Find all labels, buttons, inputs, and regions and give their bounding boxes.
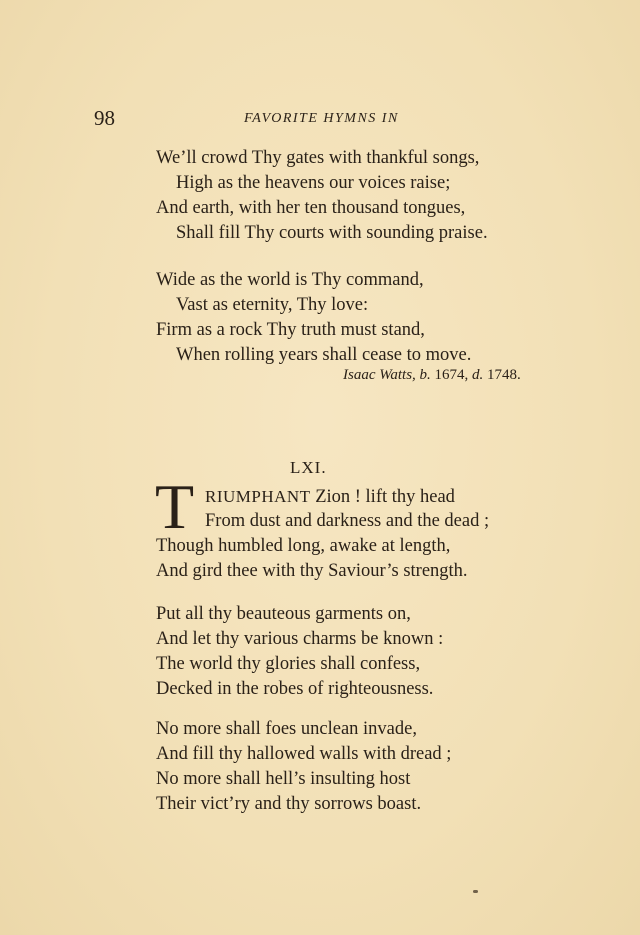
died-label: d. <box>472 367 484 383</box>
stanza-2 <box>156 602 576 702</box>
page-header <box>94 106 546 130</box>
verse-line: We’ll crowd Thy gates with thankful songs, <box>156 148 480 168</box>
first-line-rest: Zion ! lift thy head <box>310 487 455 507</box>
verse-line: From dust and darkness and the dead ; <box>205 511 490 531</box>
verse-line: Their vict’ry and thy sorrows boast. <box>156 794 422 814</box>
stanza-3 <box>156 717 576 817</box>
ink-speck <box>473 890 478 893</box>
verse-line: No more shall foes unclean invade, <box>156 719 417 739</box>
hymn-number: LXI. <box>290 458 327 477</box>
verse-line: No more shall hell’s insulting host <box>156 769 411 789</box>
stanza-1-remainder <box>156 534 576 584</box>
verse-line: Decked in the robes of righteousness. <box>156 679 434 699</box>
first-line-caps: RIUMPHANT <box>205 487 311 506</box>
verse-line: And gird thee with thy Saviour’s strength. <box>156 561 468 581</box>
stanza-previous-1 <box>156 146 576 246</box>
verse-line: And fill thy hallowed walls with dread ; <box>156 744 452 764</box>
verse-line: And let thy various charms be known : <box>156 629 444 649</box>
first-verse-line <box>205 484 455 510</box>
stanza-1-continued <box>205 509 625 534</box>
stanza-previous-2 <box>156 268 576 368</box>
page-number: 98 <box>94 106 115 130</box>
verse-line: Wide as the world is Thy command, <box>156 270 424 290</box>
verse-line: Though humbled long, awake at length, <box>156 536 451 556</box>
verse-line: Shall fill Thy courts with sounding praise. <box>176 223 488 243</box>
verse-line: Firm as a rock Thy truth must stand, <box>156 320 425 340</box>
verse-line: Put all thy beauteous garments on, <box>156 604 411 624</box>
drop-cap: T <box>155 471 195 542</box>
verse-line: The world thy glories shall confess, <box>156 654 421 674</box>
attribution <box>343 367 521 384</box>
running-head: FAVORITE HYMNS IN <box>244 111 399 126</box>
verse-line: High as the heavens our voices raise; <box>176 173 451 193</box>
died-year: 1748. <box>487 367 521 383</box>
born-label: b. <box>419 367 431 383</box>
verse-line: When rolling years shall cease to move. <box>176 345 472 365</box>
verse-line: And earth, with her ten thousand tongues, <box>156 198 466 218</box>
born-year: 1674, <box>434 367 469 383</box>
author-name: Isaac Watts, <box>343 367 416 383</box>
verse-line: Vast as eternity, Thy love: <box>176 295 369 315</box>
